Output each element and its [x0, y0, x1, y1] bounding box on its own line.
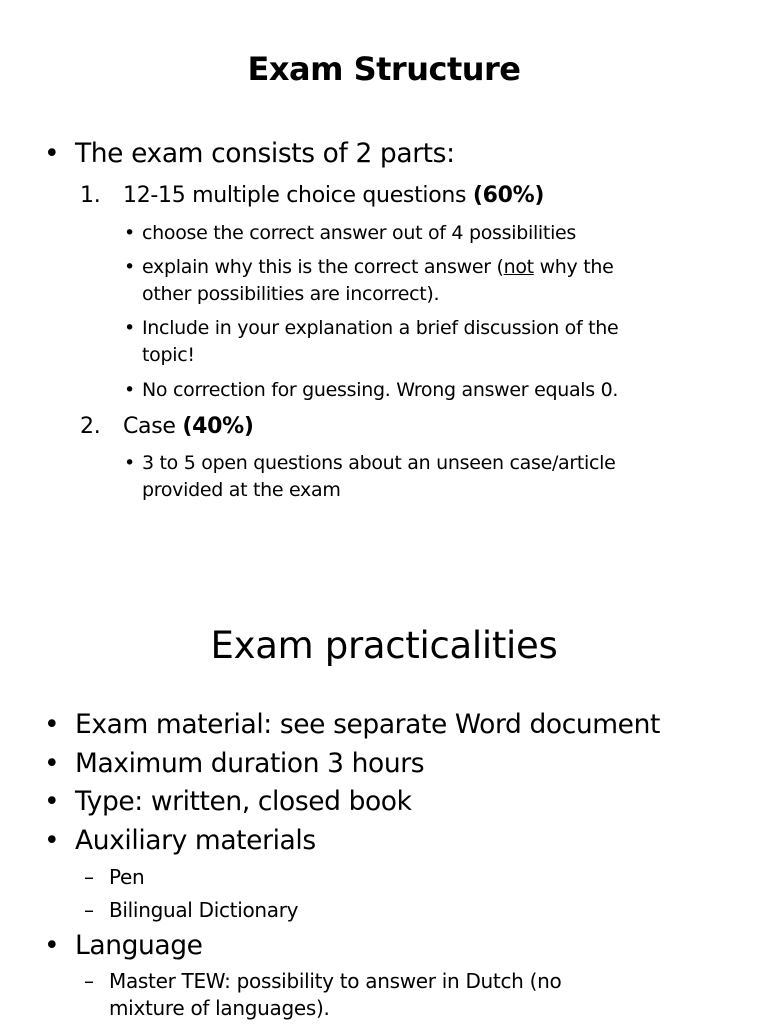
sub-bullet-text — [142, 256, 614, 278]
bullet-icon: • — [44, 138, 60, 169]
text-pre: explain why this is the correct answer ( — [142, 256, 504, 278]
sub-bullet-text: choose the correct answer out of 4 possibilities — [142, 222, 577, 244]
sub-bullet-text: No correction for guessing. Wrong answer equals 0. — [142, 379, 619, 401]
slide-title: Exam practicalities — [210, 624, 558, 667]
dash-icon: – — [84, 865, 94, 889]
bullet-icon: • — [124, 222, 135, 244]
bullet-icon: • — [44, 825, 60, 856]
sub-bullet-continuation: provided at the exam — [142, 479, 341, 501]
bullet-icon: • — [44, 709, 60, 740]
item-weight: (40%) — [182, 414, 254, 439]
bullet-icon: • — [44, 930, 60, 961]
sub-list-item-text: Bilingual Dictionary — [109, 898, 299, 922]
sub-list-item-text: Pen — [109, 865, 145, 889]
bullet-icon: • — [124, 452, 135, 474]
item-text — [123, 183, 544, 208]
sub-list-item-text: Master TEW: possibility to answer in Dutch (no — [109, 969, 562, 993]
sub-bullet-text: 3 to 5 open questions about an unseen case/article — [142, 452, 616, 474]
list-item-text: Language — [75, 930, 203, 961]
list-item-text: Auxiliary materials — [75, 825, 316, 856]
dash-icon: – — [84, 969, 94, 993]
sub-bullet-continuation: other possibilities are incorrect). — [142, 283, 440, 305]
bullet-icon: • — [124, 317, 135, 339]
item-number: 2. — [80, 414, 101, 439]
item-label: Case — [123, 414, 183, 439]
slide-title: Exam Structure — [247, 50, 521, 88]
item-text — [123, 414, 254, 439]
sub-bullet-text: Include in your explanation a brief discussion of the — [142, 317, 619, 339]
list-item-text: Type: written, closed book — [75, 786, 412, 817]
bullet-icon: • — [44, 748, 60, 779]
list-item-text: Exam material: see separate Word document — [75, 709, 660, 740]
bullet-icon: • — [124, 379, 135, 401]
list-item-text: Maximum duration 3 hours — [75, 748, 425, 779]
slide-exam-practicalities — [0, 520, 768, 1024]
sub-list-item-continuation: mixture of languages). — [109, 996, 330, 1020]
item-weight: (60%) — [472, 183, 545, 208]
bullet-icon: • — [124, 256, 135, 278]
bullet-icon: • — [44, 786, 60, 817]
sub-bullet-continuation: topic! — [142, 344, 195, 366]
item-label: 12-15 multiple choice questions — [123, 183, 473, 208]
item-number: 1. — [80, 183, 101, 208]
underlined-word: not — [503, 256, 534, 278]
intro-text: The exam consists of 2 parts: — [75, 138, 455, 169]
text-post: why the — [533, 256, 614, 278]
dash-icon: – — [84, 898, 94, 922]
